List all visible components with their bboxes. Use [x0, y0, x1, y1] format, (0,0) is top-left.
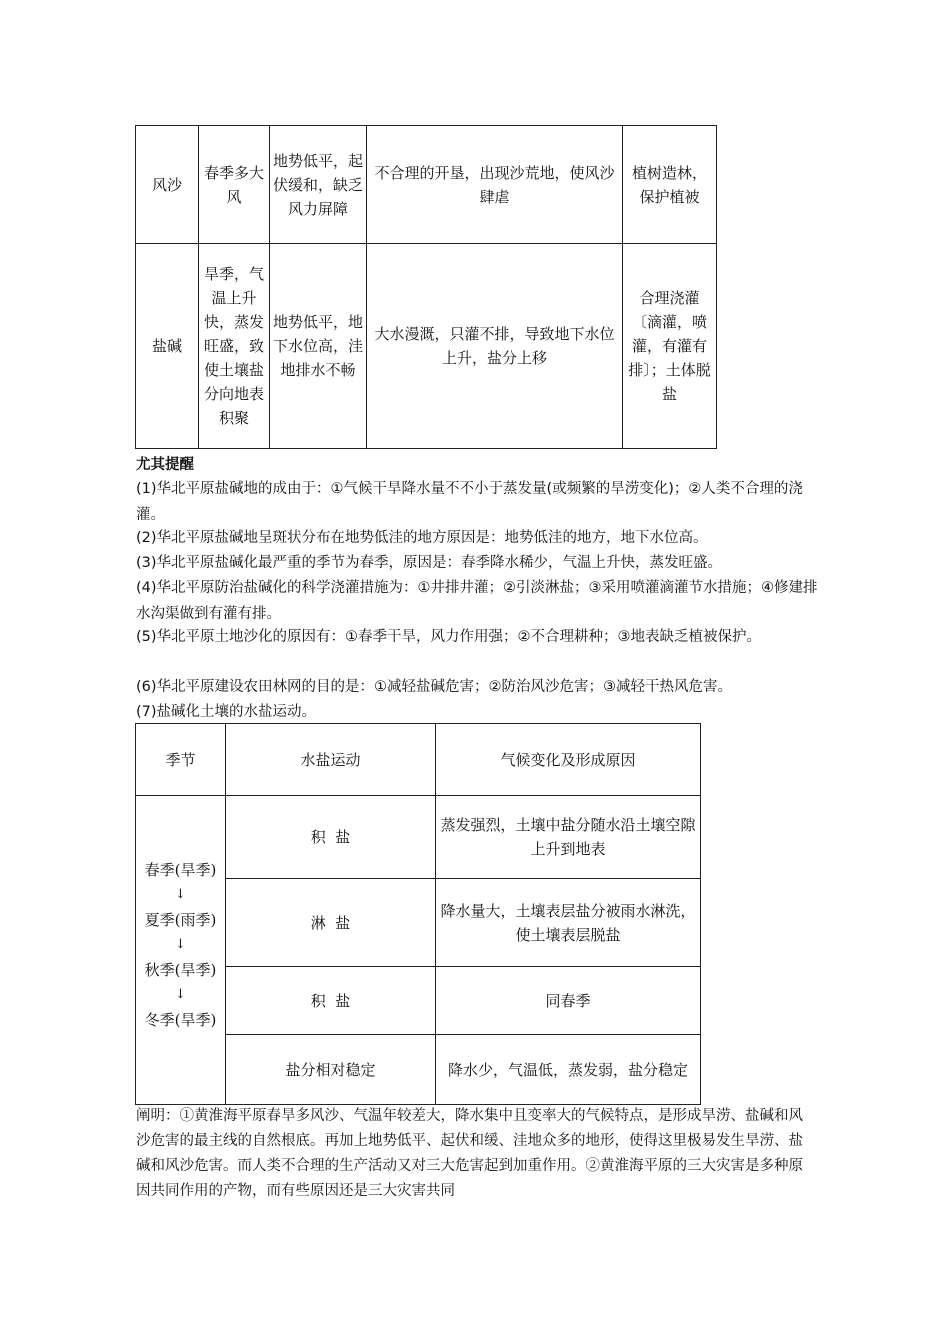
prevention-measure: 合理浇灌〔滴灌，喷灌，有灌有排〕；土体脱盐 [623, 244, 717, 449]
human-cause: 不合理的开垦，出现沙荒地，使风沙肆虐 [367, 126, 623, 244]
climate-cause: 降水量大，土壤表层盐分被雨水淋洗，使土壤表层脱盐 [436, 879, 701, 967]
prevention-measure: 植树造林，保护植被 [623, 126, 717, 244]
hazard-table [135, 125, 717, 449]
season-summer: 夏季(雨季) [144, 911, 217, 929]
table-row [136, 126, 717, 244]
tip-item-3: (3)华北平原盐碱化最严重的季节为春季，原因是：春季降水稀少，气温上升快，蒸发旺盛。 [136, 555, 723, 571]
terrain-cause: 地势低平，地下水位高，洼地排水不畅 [270, 244, 367, 449]
salt-movement [226, 967, 436, 1035]
header-movement: 水盐运动 [226, 724, 436, 796]
tip-item-7: (7)盐碱化土壤的水盐运动。 [136, 704, 317, 720]
season-sequence [136, 796, 226, 1105]
tip-item-2: (2)华北平原盐碱地呈斑状分布在地势低洼的地方原因是：地势低洼的地方，地下水位高。 [136, 530, 708, 546]
climate-cause: 旱季，气温上升快，蒸发旺盛，致使土壤盐分向地表积聚 [199, 244, 270, 449]
climate-cause: 蒸发强烈，土壤中盐分随水沿土壤空隙上升到地表 [436, 796, 701, 879]
human-cause: 大水漫溉，只灌不排，导致地下水位上升，盐分上移 [367, 244, 623, 449]
season-winter: 冬季(旱季) [144, 1011, 217, 1029]
tip-item-5: (5)华北平原土地沙化的原因有：①春季干旱，风力作用强；②不合理耕种；③地表缺乏植被保护。 [136, 629, 762, 645]
salt-movement: 盐分相对稳定 [226, 1035, 436, 1105]
tip-item-6: (6)华北平原建设农田林网的目的是：①减轻盐碱危害；②防治风沙危害；③减轻干热风危害。 [136, 679, 733, 695]
season-autumn: 秋季(旱季) [144, 961, 217, 979]
table-row [136, 244, 717, 449]
arrow-down-icon: ↓ [175, 937, 186, 952]
salt-movement-text: 淋 盐 [310, 913, 351, 932]
salt-movement-table [135, 723, 701, 1105]
climate-cause: 降水少，气温低，蒸发弱，盐分稳定 [436, 1035, 701, 1105]
header-season: 季节 [136, 724, 226, 796]
salt-movement [226, 796, 436, 879]
table-header-row [136, 724, 701, 796]
salt-movement [226, 879, 436, 967]
header-cause: 气候变化及形成原因 [436, 724, 701, 796]
climate-cause: 同春季 [436, 967, 701, 1035]
tip-item-1: (1)华北平原盐碱地的成由于：①气候干旱降水量不不小于蒸发量(或频繁的旱涝变化)；②人类不合理的浇灌。 [136, 481, 803, 523]
explanation-paragraph: 阐明：①黄淮海平原春旱多风沙、气温年较差大，降水集中且变率大的气候特点，是形成旱涝、盐碱和风沙危害的最主线的自然根底。再加上地势低平、起伏和缓、洼地众多的地形，使得这里极易发生旱涝、盐碱和风沙危害。而人类不合理的生产活动又对三大危害起到加重作用。②黄淮海平原的三大灾害是多种原因共同作用的产物，而有些原因还是三大灾害共同 [136, 1108, 803, 1199]
salt-movement-text: 积 盐 [310, 991, 351, 1010]
terrain-cause: 地势低平，起伏缓和，缺乏风力屏障 [270, 126, 367, 244]
tips-heading: 尤其提醒 [136, 457, 194, 473]
arrow-down-icon: ↓ [175, 987, 186, 1002]
salt-movement-text: 积 盐 [310, 828, 351, 846]
season-spring: 春季(旱季) [144, 861, 217, 879]
table-row [136, 796, 701, 879]
hazard-name: 盐碱 [136, 244, 199, 449]
climate-cause: 春季多大风 [199, 126, 270, 244]
arrow-down-icon: ↓ [175, 887, 186, 902]
tip-item-4: (4)华北平原防治盐碱化的科学浇灌措施为：①井排井灌；②引淡淋盐；③采用喷灌滴灌节水措施；④修建排水沟渠做到有灌有排。 [136, 580, 818, 622]
hazard-name: 风沙 [136, 126, 199, 244]
